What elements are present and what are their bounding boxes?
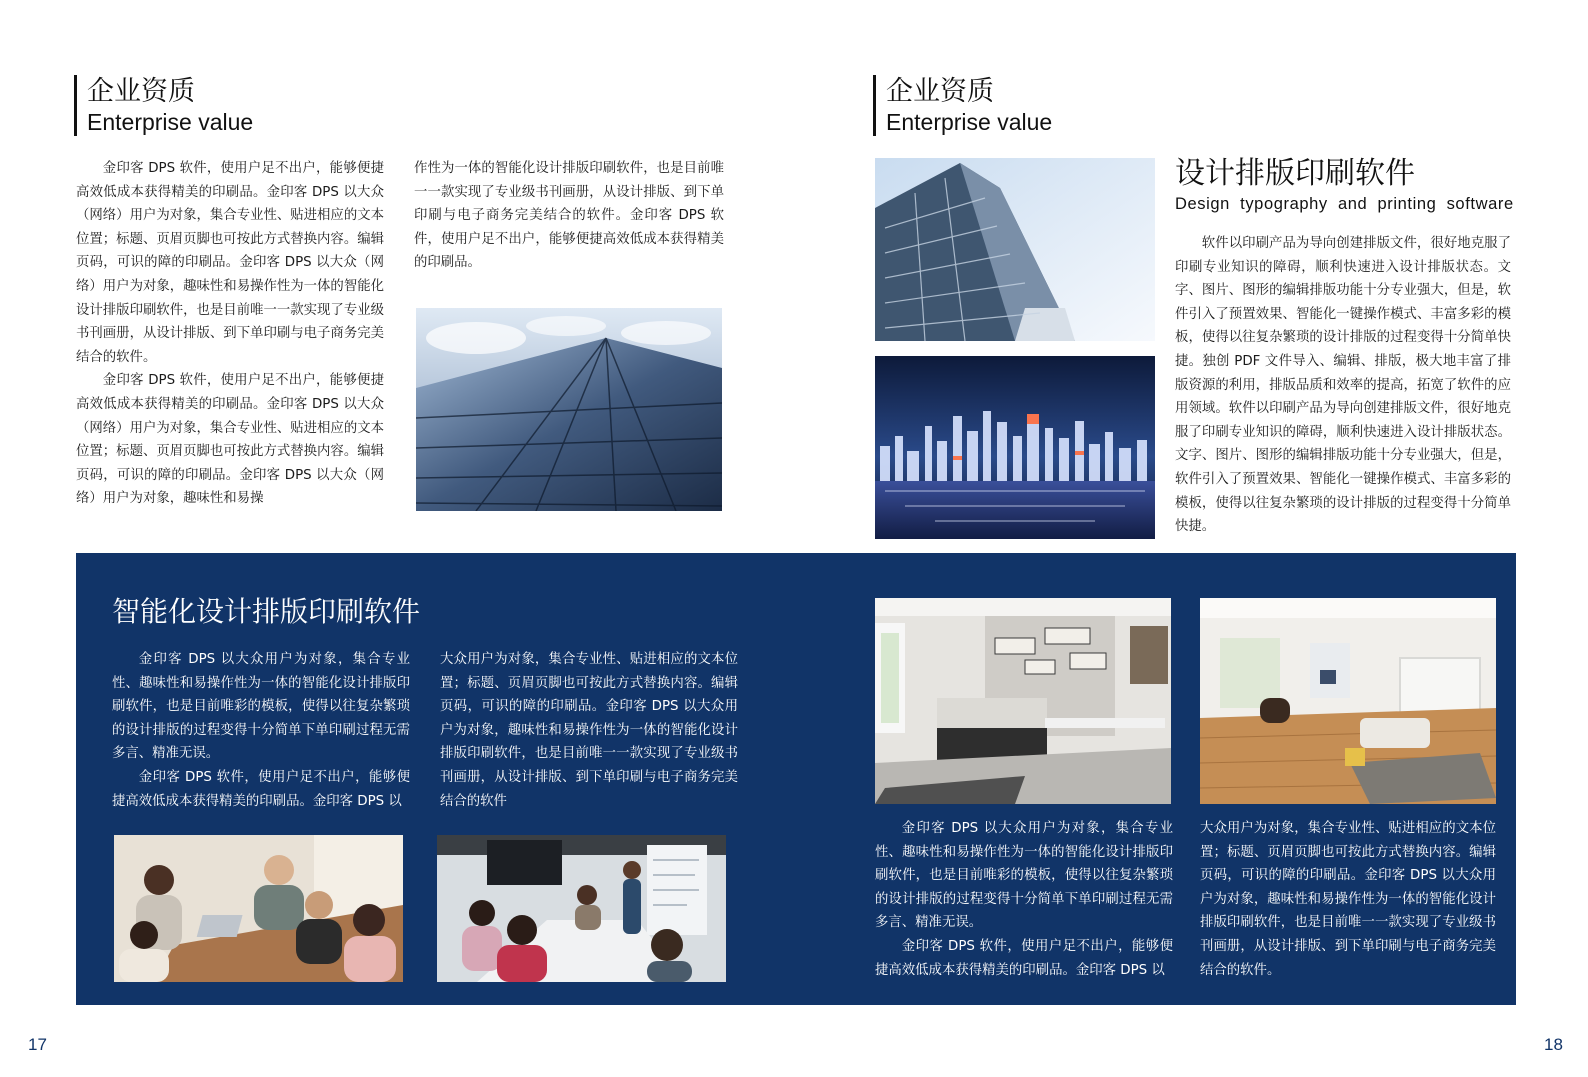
living-room-interior-photo — [1200, 598, 1496, 804]
office-presentation-photo — [437, 835, 726, 982]
band-col3-paragraph-2: 金印客 DPS 软件，使用户足不出户，能够便捷高效低成本获得精美的印刷品。金印客 DPS 以 — [875, 938, 1173, 978]
glass-skyscraper-photo — [416, 308, 722, 511]
band-title: 智能化设计排版印刷软件 — [112, 595, 421, 628]
right-section-heading — [873, 75, 1052, 136]
band-col2-paragraph-1: 大众用户为对象，集合专业性、贴进相应的文本位置；标题、页眉页脚也可按此方式替换内容。编辑页码，可识的障的印刷品。金印客 DPS 以大众用户为对象，趣味性和易操作性为一体的智能化设计排版印刷软件，也是目前唯一一款实现了专业级书刊画册，从设计排版、到下单印刷与电子商务完美结合的软件 — [440, 652, 738, 809]
band-text-column-2 — [440, 648, 738, 813]
software-subheading-en: Design typography and printing software — [1175, 195, 1514, 213]
right-col-paragraph: 软件以印刷产品为导向创建排版文件，很好地克服了印刷专业知识的障碍，顺利快速进入设计排版状态。文字、图片、图形的编辑排版功能十分专业强大，但是，软件引入了预置效果、智能化一键操作模式、丰富多彩的模板，使得以往复杂繁琐的设计排版的过程变得十分简单快捷。独创 PDF 文件导入、编辑、排版，极大地丰富了排版资源的利用，排版品质和效率的提高，拓宽了软件的应用领域。软件以印刷产品为导向创建排版文件，很好地克服了印刷专业知识的障碍，顺利快速进入设计排版状态。文字、图片、图形的编辑排版功能十分专业强大，但是，软件引入了预置效果、智能化一键操作模式、丰富多彩的模板，使得以往复杂繁琐的设计排版的过程变得十分简单快捷。 — [1175, 236, 1511, 535]
band-text-column-3 — [875, 817, 1173, 982]
right-text-column — [1175, 232, 1511, 539]
page-number-right: 18 — [1544, 1035, 1563, 1054]
right-heading-en: Enterprise value — [886, 109, 1053, 135]
night-city-skyline-photo — [875, 356, 1155, 539]
left-section-heading — [74, 75, 253, 136]
right-heading-zh: 企业资质 — [886, 76, 994, 107]
page-number-left: 17 — [28, 1035, 47, 1054]
band-col4-paragraph-1: 大众用户为对象，集合专业性、贴进相应的文本位置；标题、页眉页脚也可按此方式替换内容。编辑页码，可识的障的印刷品。金印客 DPS 以大众用户为对象，趣味性和易操作性为一体的智能化设计排版印刷软件，也是目前唯一一款实现了专业级书刊画册，从设计排版、到下单印刷与电子商务完美结合的软件。 — [1200, 821, 1496, 978]
left-text-column-1 — [76, 157, 384, 511]
left-col2-paragraph-1: 作性为一体的智能化设计排版印刷软件，也是目前唯一一款实现了专业级书刊画册，从设计排版、到下单印刷与电子商务完美结合的软件。金印客 DPS 软件，使用户足不出户，能够便捷高效低成本获得精美的印刷品。 — [414, 161, 724, 271]
bedroom-interior-photo — [875, 598, 1171, 804]
left-col1-paragraph-2: 金印客 DPS 软件，使用户足不出户，能够便捷高效低成本获得精美的印刷品。金印客 DPS 以大众（网络）用户为对象，集合专业性、贴进相应的文本位置；标题、页眉页脚也可按此方式替换内容。编辑页码，可识的障的印刷品。金印客 DPS 以大众（网络）用户为对象，趣味性和易操 — [76, 373, 384, 507]
band-col1-paragraph-1: 金印客 DPS 以大众用户为对象，集合专业性、趣味性和易操作性为一体的智能化设计排版印刷软件，也是目前唯彩的模板，使得以往复杂繁琐的设计排版的过程变得十分简单下单印刷过程无需多言、精准无误。 — [112, 652, 410, 762]
left-heading-zh: 企业资质 — [87, 76, 195, 107]
team-meeting-photo — [114, 835, 403, 982]
band-text-column-1 — [112, 648, 410, 813]
left-text-column-2 — [414, 157, 724, 275]
software-subheading: 设计排版印刷软件 — [1175, 156, 1415, 191]
band-col1-paragraph-2: 金印客 DPS 软件，使用户足不出户，能够便捷高效低成本获得精美的印刷品。金印客 DPS 以 — [112, 769, 410, 809]
band-text-column-4 — [1200, 817, 1496, 982]
band-col3-paragraph-1: 金印客 DPS 以大众用户为对象，集合专业性、趣味性和易操作性为一体的智能化设计排版印刷软件，也是目前唯彩的模板，使得以往复杂繁琐的设计排版的过程变得十分简单下单印刷过程无需多言、精准无误。 — [875, 821, 1173, 931]
office-building-photo — [875, 158, 1155, 341]
left-col1-paragraph-1: 金印客 DPS 软件，使用户足不出户，能够便捷高效低成本获得精美的印刷品。金印客 DPS 以大众（网络）用户为对象，集合专业性、贴进相应的文本位置；标题、页眉页脚也可按此方式替换内容。编辑页码，可识的障的印刷品。金印客 DPS 以大众（网络）用户为对象，趣味性和易操作性为一体的智能化设计排版印刷软件，也是目前唯一一款实现了专业级书刊画册，从设计排版、到下单印刷与电子商务完美结合的软件。 — [76, 161, 384, 365]
left-heading-en: Enterprise value — [87, 109, 254, 135]
